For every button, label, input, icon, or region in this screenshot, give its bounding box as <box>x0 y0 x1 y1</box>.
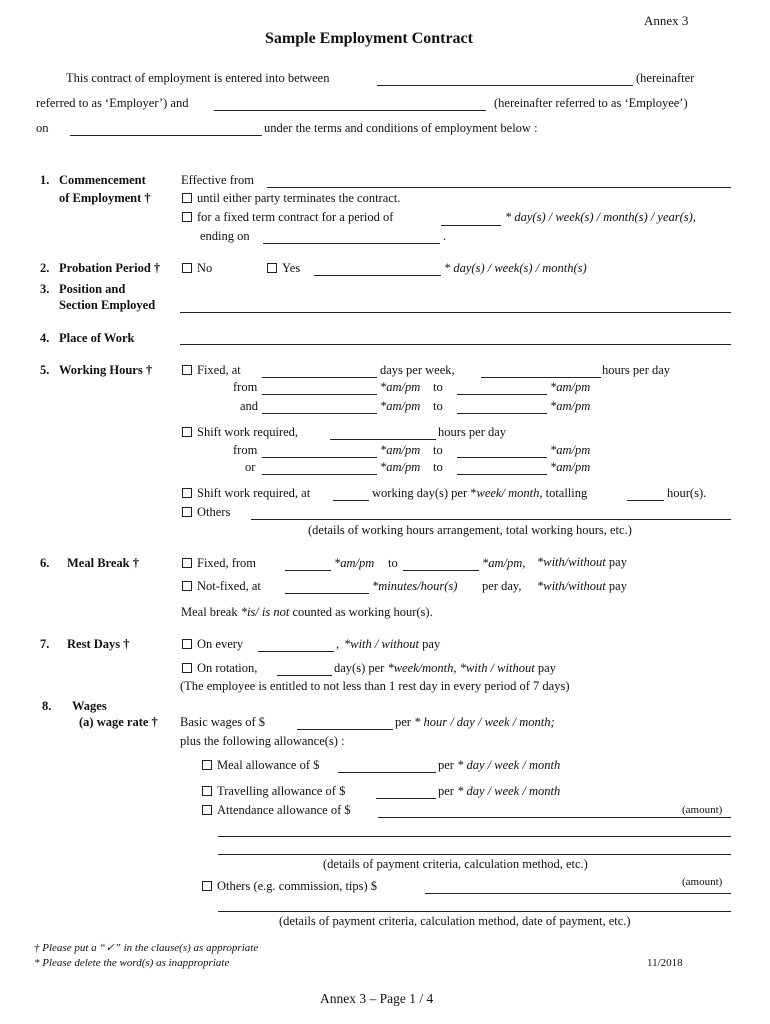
to-time-field[interactable] <box>457 394 547 395</box>
rest-rotation-option: On rotation, <box>182 662 257 675</box>
checkbox[interactable] <box>267 263 277 273</box>
s2-number: 2. <box>40 261 50 275</box>
s1-option-2: for a fixed term contract for a period of <box>182 211 393 224</box>
or-label: or <box>245 460 256 474</box>
ampm: *am/pm, <box>482 556 526 570</box>
hours-details-note: (details of working hours arrangement, total working hours, etc.) <box>308 523 632 537</box>
employer-name-field[interactable] <box>377 85 633 86</box>
s1-option-1: until either party terminates the contract. <box>182 192 400 205</box>
others-allowance-option: Others (e.g. commission, tips) $ <box>202 880 377 893</box>
allowances-label: plus the following allowance(s) : <box>180 734 345 748</box>
ampm: *am/pm <box>380 460 421 474</box>
attendance-allowance-field[interactable] <box>378 817 731 818</box>
s1-label-2: of Employment † <box>59 191 151 205</box>
checkbox[interactable] <box>182 193 192 203</box>
days-per-week-field[interactable] <box>262 377 377 378</box>
minutes-hours: *minutes/hour(s) <box>372 579 458 593</box>
s7-number: 7. <box>40 637 50 651</box>
checkbox[interactable] <box>182 663 192 673</box>
s3-label-2: Section Employed <box>59 298 156 312</box>
s5-label: Working Hours † <box>59 363 153 377</box>
ampm: *am/pm <box>334 556 375 570</box>
rotation-label: day(s) per *week/month, *with / without pay <box>334 661 556 675</box>
hours-per-day-label: hours per day <box>602 363 671 377</box>
position-field[interactable] <box>180 312 731 313</box>
from-time-field[interactable] <box>262 394 377 395</box>
fixed-term-period-field[interactable] <box>441 225 501 226</box>
checkbox[interactable] <box>182 212 192 222</box>
meal-break-counted: Meal break *is/ is not counted as working hour(s). <box>181 605 433 619</box>
meal-allowance-per: per * day / week / month <box>438 758 561 772</box>
ampm: *am/pm <box>380 443 421 457</box>
s8-label: Wages <box>72 699 107 713</box>
s7-label: Rest Days † <box>67 637 130 651</box>
shift-from-field[interactable] <box>262 457 377 458</box>
to-label: to <box>433 460 443 474</box>
checkbox[interactable] <box>202 760 212 770</box>
ampm: *am/pm <box>380 380 421 394</box>
s1-label: Commencement <box>59 173 146 187</box>
checkbox[interactable] <box>202 786 212 796</box>
ending-on-field[interactable] <box>263 243 440 244</box>
basic-per: per * hour / day / week / month; <box>395 715 555 729</box>
shift-from-field-2[interactable] <box>262 474 377 475</box>
ending-on-label: ending on <box>200 229 250 243</box>
ampm: *am/pm <box>550 460 591 474</box>
total-hours-field[interactable] <box>627 500 664 501</box>
checkbox[interactable] <box>182 581 192 591</box>
working-days-label: working day(s) per *week/ month, totalling <box>372 486 588 500</box>
meal-to-field[interactable] <box>403 570 479 571</box>
basic-wages-field[interactable] <box>297 729 393 730</box>
shift-to-field[interactable] <box>457 457 547 458</box>
intro-on: on <box>36 121 49 135</box>
from-time-field-2[interactable] <box>262 413 377 414</box>
effective-from-label: Effective from <box>181 173 254 187</box>
fixed-hours-option: Fixed, at <box>182 364 241 377</box>
s3-label: Position and <box>59 282 126 296</box>
others-allowance-field[interactable] <box>425 893 731 894</box>
s5-number: 5. <box>40 363 50 377</box>
meal-from-field[interactable] <box>285 570 331 571</box>
shift-to-field-2[interactable] <box>457 474 547 475</box>
employee-name-field[interactable] <box>214 110 486 111</box>
travel-allowance-per: per * day / week / month <box>438 784 561 798</box>
others-details-field[interactable] <box>218 911 731 912</box>
document-title: Sample Employment Contract <box>265 30 473 47</box>
from-label: from <box>233 443 258 457</box>
intro-text-2b: (hereinafter referred to as ‘Employee’) <box>494 96 688 110</box>
travel-allowance-field[interactable] <box>376 798 436 799</box>
checkbox[interactable] <box>182 639 192 649</box>
per-day-label: per day, <box>482 579 522 593</box>
checkbox[interactable] <box>182 427 192 437</box>
rest-day-note: (The employee is entitled to not less than 1 rest day in every period of 7 days) <box>180 679 570 693</box>
and-label: and <box>240 399 259 413</box>
s3-number: 3. <box>40 282 50 296</box>
others-hours-option: Others <box>182 506 230 519</box>
working-days-field[interactable] <box>333 500 369 501</box>
meal-fixed-option: Fixed, from <box>182 557 256 570</box>
shift-hours-label: hours per day <box>438 425 507 439</box>
pay-option-2: *with/without pay <box>537 579 627 593</box>
ampm: *am/pm <box>550 443 591 457</box>
hours-label: hour(s). <box>667 486 707 500</box>
annex-label: Annex 3 <box>644 13 689 28</box>
others-hours-field[interactable] <box>251 519 731 520</box>
to-label: to <box>433 399 443 413</box>
s4-number: 4. <box>40 331 50 345</box>
attendance-details-field[interactable] <box>218 836 731 837</box>
s6-number: 6. <box>40 556 50 570</box>
s8-number: 8. <box>42 699 52 713</box>
intro-text-1: This contract of employment is entered into between <box>66 71 330 85</box>
meal-duration-field[interactable] <box>285 593 369 594</box>
comma: , <box>336 637 340 651</box>
shift-work-days-option: Shift work required, at <box>182 487 310 500</box>
attendance-allowance-option: Attendance allowance of $ <box>202 804 351 817</box>
period-units: * day(s) / week(s) / month(s) / year(s), <box>505 210 696 224</box>
intro-text-2: referred to as ‘Employer’) and <box>36 96 189 110</box>
checkbox[interactable] <box>182 263 192 273</box>
payment-details-note: (details of payment criteria, calculation method, etc.) <box>323 857 588 871</box>
page-number: Annex 3 – Page 1 / 4 <box>320 991 434 1006</box>
rest-pay-option: *with / without pay <box>344 637 441 651</box>
checkbox[interactable] <box>182 507 192 517</box>
s2-label: Probation Period † <box>59 261 161 275</box>
place-of-work-field[interactable] <box>180 344 731 345</box>
checkbox[interactable] <box>182 488 192 498</box>
probation-no: No <box>182 262 212 275</box>
rest-day-field[interactable] <box>258 651 334 652</box>
form-date: 11/2018 <box>647 957 683 969</box>
checkbox[interactable] <box>202 881 212 891</box>
probation-units: * day(s) / week(s) / month(s) <box>444 261 587 275</box>
meal-allowance-field[interactable] <box>338 772 436 773</box>
to-label: to <box>433 380 443 394</box>
probation-yes: Yes <box>267 262 300 275</box>
rotation-days-field[interactable] <box>277 675 332 676</box>
payment-details-note-2: (details of payment criteria, calculation method, date of payment, etc.) <box>279 914 631 928</box>
shift-work-option: Shift work required, <box>182 426 298 439</box>
ending-dot: . <box>443 229 447 243</box>
meal-allowance-option: Meal allowance of $ <box>202 759 319 772</box>
pay-option: *with/without pay <box>537 555 627 569</box>
ampm: *am/pm <box>550 399 591 413</box>
hours-per-day-field[interactable] <box>481 377 601 378</box>
to-label: to <box>433 443 443 457</box>
s1-number: 1. <box>40 173 50 187</box>
ampm: *am/pm <box>380 399 421 413</box>
rest-every-option: On every <box>182 638 243 651</box>
s4-label: Place of Work <box>59 331 135 345</box>
travel-allowance-option: Travelling allowance of $ <box>202 785 345 798</box>
days-per-week-label: days per week, <box>380 363 455 377</box>
contract-date-field[interactable] <box>70 135 262 136</box>
amount-label: (amount) <box>682 804 723 816</box>
shift-hours-field[interactable] <box>330 439 436 440</box>
ampm: *am/pm <box>550 380 591 394</box>
footnote-asterisk: * Please delete the word(s) as inappropriate <box>34 957 230 969</box>
intro-text-3: under the terms and conditions of employment below : <box>264 121 538 135</box>
attendance-details-field-2[interactable] <box>218 854 731 855</box>
meal-notfixed-option: Not-fixed, at <box>182 580 261 593</box>
effective-from-field[interactable] <box>267 187 731 188</box>
amount-label-2: (amount) <box>682 876 723 888</box>
footnote-dagger: † Please put a “✓” in the clause(s) as appropriate <box>34 942 259 954</box>
wage-rate-label: (a) wage rate † <box>79 715 158 729</box>
basic-wages-label: Basic wages of $ <box>180 715 266 729</box>
to-label: to <box>388 556 398 570</box>
intro-hereinafter: (hereinafter <box>636 71 695 85</box>
to-time-field-2[interactable] <box>457 413 547 414</box>
s6-label: Meal Break † <box>67 556 139 570</box>
checkbox[interactable] <box>202 805 212 815</box>
from-label: from <box>233 380 258 394</box>
checkbox[interactable] <box>182 558 192 568</box>
probation-period-field[interactable] <box>314 275 441 276</box>
checkbox[interactable] <box>182 365 192 375</box>
